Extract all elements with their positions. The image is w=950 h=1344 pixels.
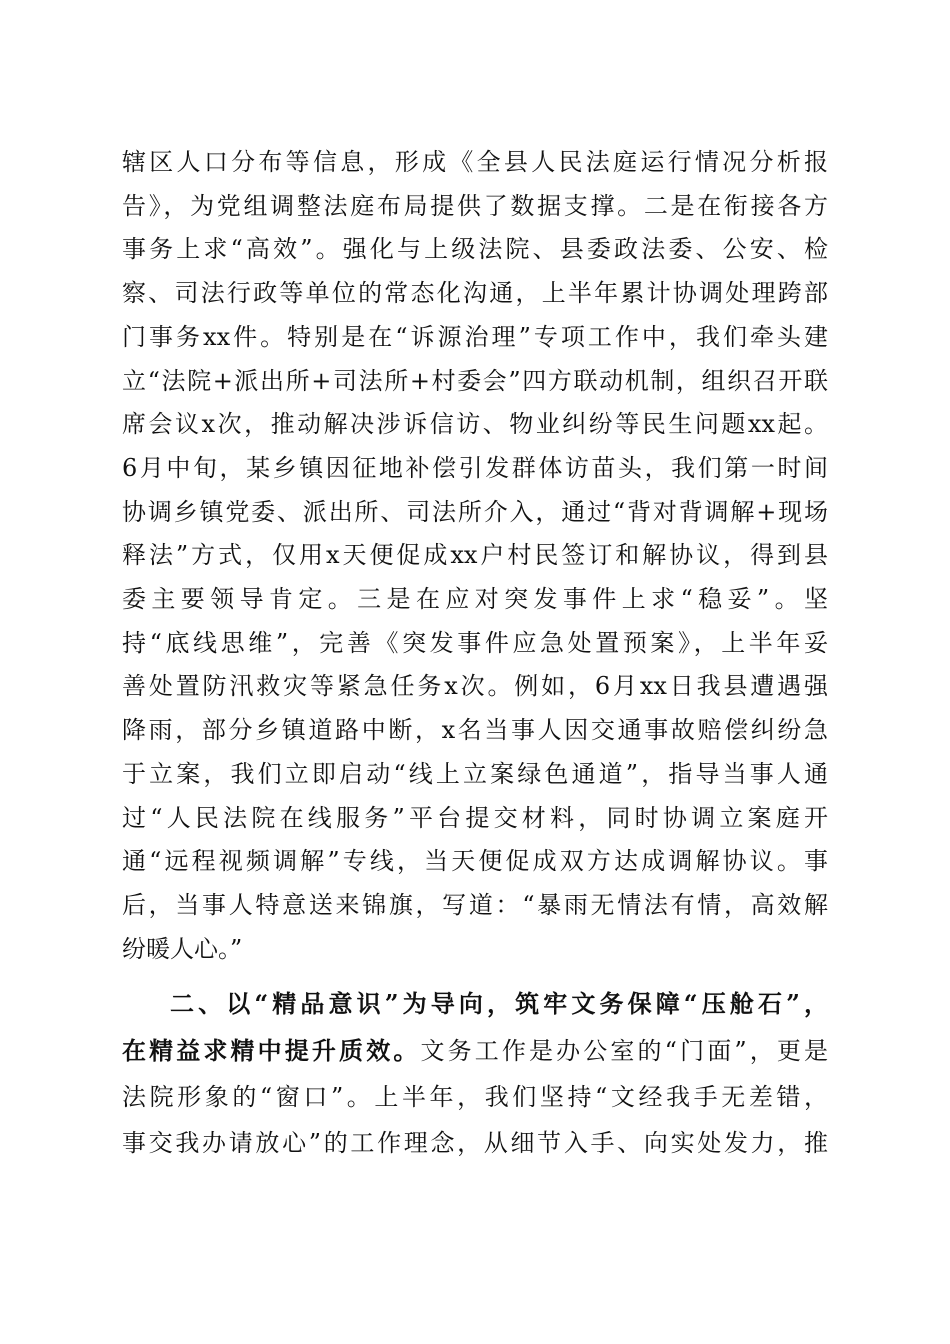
paragraph-text: 文务工作是办公室的“门面”，更是	[420, 1037, 828, 1065]
paragraph-line: 立“法院+派出所+司法所+村委会”四方联动机制，组织召开联	[122, 366, 828, 395]
paragraph-line: 通“远程视频调解”专线，当天便促成双方达成调解协议。事	[122, 847, 828, 876]
paragraph-line: 协调乡镇党委、派出所、司法所介入，通过“背对背调解+现场	[122, 497, 828, 526]
section-heading: 二、以“精品意识”为导向，筑牢文务保障“压舱石”，	[170, 989, 828, 1018]
paragraph-line: 事务上求“高效”。强化与上级法院、县委政法委、公安、检	[122, 235, 828, 264]
paragraph-line: 过“人民法院在线服务”平台提交材料，同时协调立案庭开	[122, 803, 828, 832]
paragraph-line: 持“底线思维”，完善《突发事件应急处置预案》，上半年妥	[122, 628, 828, 657]
paragraph-line: 后，当事人特意送来锦旗，写道：“暴雨无情法有情，高效解	[122, 890, 828, 919]
section-heading-continuation: 在精益求精中提升质效。	[122, 1036, 421, 1065]
paragraph-line: 释法”方式，仅用x天便促成xx户村民签订和解协议，得到县	[122, 541, 828, 570]
paragraph-line: 委主要领导肯定。三是在应对突发事件上求“稳妥”。坚	[122, 585, 828, 613]
paragraph-line	[122, 1034, 828, 1068]
paragraph-line: 告》，为党组调整法庭布局提供了数据支撑。二是在衔接各方	[122, 191, 828, 220]
paragraph-line: 纷暖人心。”	[122, 934, 243, 963]
paragraph-line: 6月中旬，某乡镇因征地补偿引发群体访苗头，我们第一时间	[122, 453, 828, 482]
paragraph-line: 察、司法行政等单位的常态化沟通，上半年累计协调处理跨部	[122, 279, 828, 308]
paragraph-line: 辖区人口分布等信息，形成《全县人民法庭运行情况分析报	[122, 148, 828, 176]
paragraph-line: 事交我办请放心”的工作理念，从细节入手、向实处发力，推	[122, 1129, 828, 1157]
paragraph-line: 法院形象的“窗口”。上半年，我们坚持“文经我手无差错，	[122, 1083, 828, 1111]
paragraph-line: 门事务xx件。特别是在“诉源治理”专项工作中，我们牵头建	[122, 322, 828, 351]
paragraph-line: 于立案，我们立即启动“线上立案绿色通道”，指导当事人通	[122, 759, 828, 788]
paragraph-line: 降雨，部分乡镇道路中断，x名当事人因交通事故赔偿纠纷急	[122, 716, 828, 745]
paragraph-line: 善处置防汛救灾等紧急任务x次。例如，6月xx日我县遭遇强	[122, 672, 828, 701]
paragraph-line: 席会议x次，推动解决涉诉信访、物业纠纷等民生问题xx起。	[122, 410, 828, 439]
